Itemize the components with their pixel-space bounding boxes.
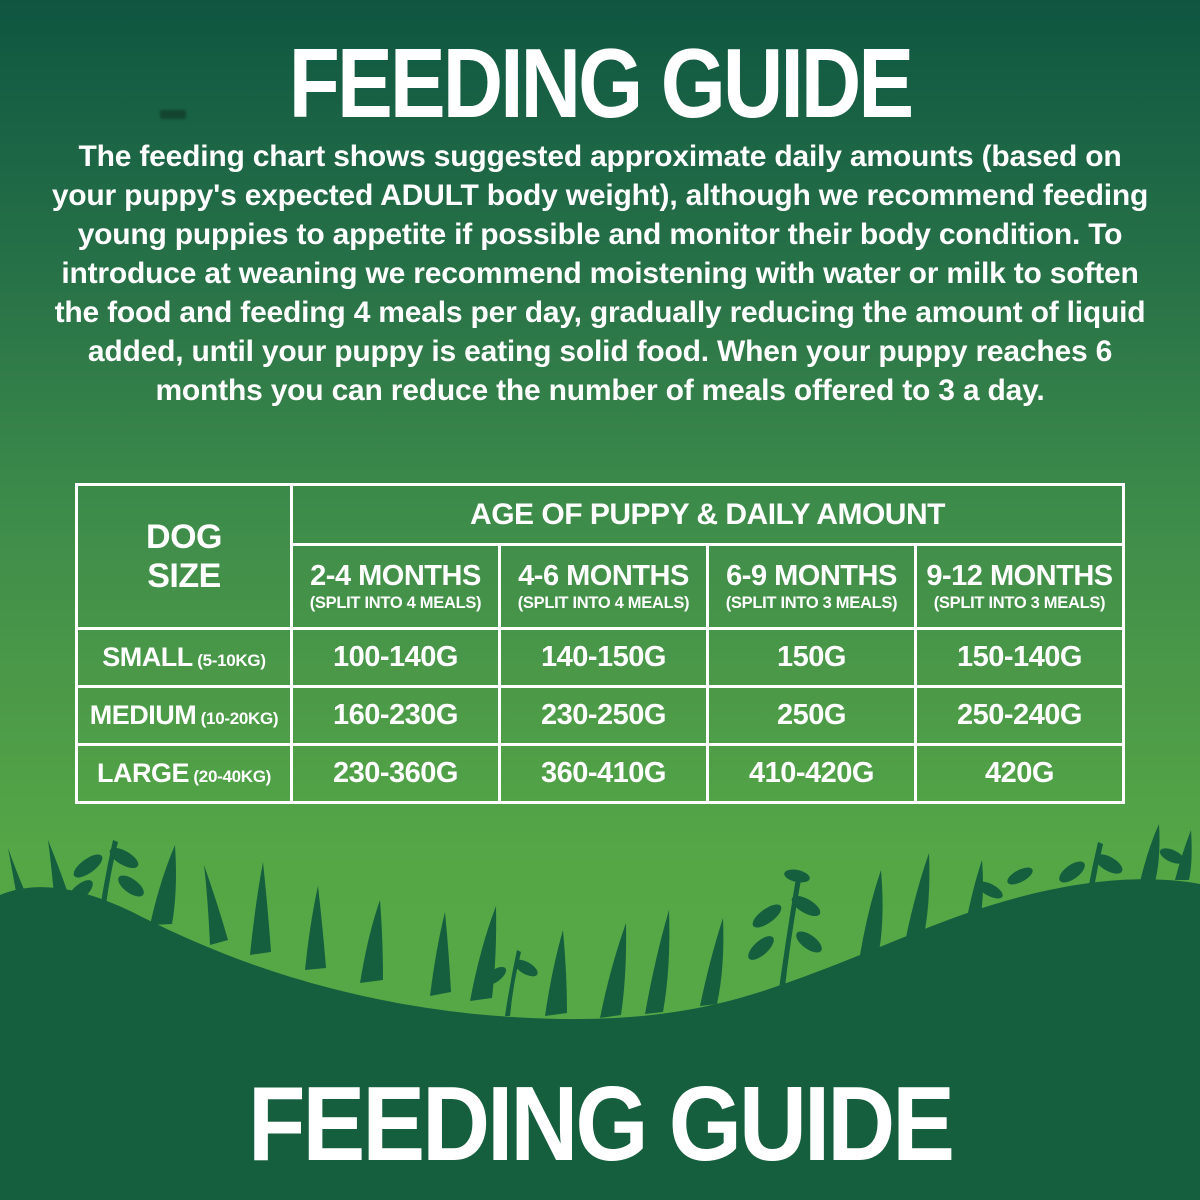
size-label: MEDIUM [89, 700, 197, 730]
table-cell: 420G [916, 745, 1124, 803]
table-row-large [77, 745, 1124, 803]
col-label: 2-4 MONTHS [310, 560, 481, 593]
table-cell: 140-150G [500, 629, 708, 687]
tiny-print-artifact [160, 110, 186, 119]
col-sub-label: (SPLIT INTO 3 MEALS) [933, 593, 1106, 612]
weight-label: (10-20KG) [200, 709, 279, 728]
dog-size-line2: SIZE [147, 556, 221, 595]
table-row-small [77, 629, 1124, 687]
table-cell: 230-360G [292, 745, 500, 803]
table-cell: 160-230G [292, 687, 500, 745]
table-cell: 360-410G [500, 745, 708, 803]
col-label: 4-6 MONTHS [518, 560, 689, 593]
feeding-table [75, 483, 1125, 804]
col-header-4-6-months [500, 545, 708, 629]
col-header-2-4-months [292, 545, 500, 629]
table-cell: 230-250G [500, 687, 708, 745]
row-header-large [77, 745, 292, 803]
table-cell: 250-240G [916, 687, 1124, 745]
col-sub-label: (SPLIT INTO 4 MEALS) [309, 593, 482, 612]
dog-size-header [77, 485, 292, 629]
intro-paragraph: The feeding chart shows suggested approximate daily amounts (based on your puppy's expected ADULT body weight), although we recommend feeding young puppies to appetite if possible and monitor their body condition. To introduce at weaning we recommend moistening with water or milk to soften the food and feeding 4 meals per day, gradually reducing the amount of liquid added, until your puppy is eating solid food. When your puppy reaches 6 months you can reduce the number of meals offered to 3 a day. [51, 140, 1149, 407]
dog-size-line1: DOG [146, 518, 222, 557]
table-row-medium [77, 687, 1124, 745]
col-header-6-9-months [708, 545, 916, 629]
bottom-title: FEEDING GUIDE [247, 1065, 953, 1184]
col-header-9-12-months [916, 545, 1124, 629]
row-header-small [77, 629, 292, 687]
col-sub-label: (SPLIT INTO 3 MEALS) [725, 593, 898, 612]
page-title: FEEDING GUIDE [288, 27, 912, 139]
col-label: 6-9 MONTHS [726, 560, 897, 593]
weight-label: (20-40KG) [193, 767, 272, 786]
size-label: SMALL [102, 642, 193, 672]
col-sub-label: (SPLIT INTO 4 MEALS) [517, 593, 690, 612]
table-cell: 250G [708, 687, 916, 745]
table-cell: 410-420G [708, 745, 916, 803]
row-header-medium [77, 687, 292, 745]
weight-label: (5-10KG) [197, 651, 266, 670]
size-label: LARGE [96, 758, 189, 788]
table-cell: 100-140G [292, 629, 500, 687]
age-group-header: AGE OF PUPPY & DAILY AMOUNT [292, 485, 1124, 545]
table-cell: 150-140G [916, 629, 1124, 687]
table-cell: 150G [708, 629, 916, 687]
col-label: 9-12 MONTHS [926, 560, 1113, 593]
